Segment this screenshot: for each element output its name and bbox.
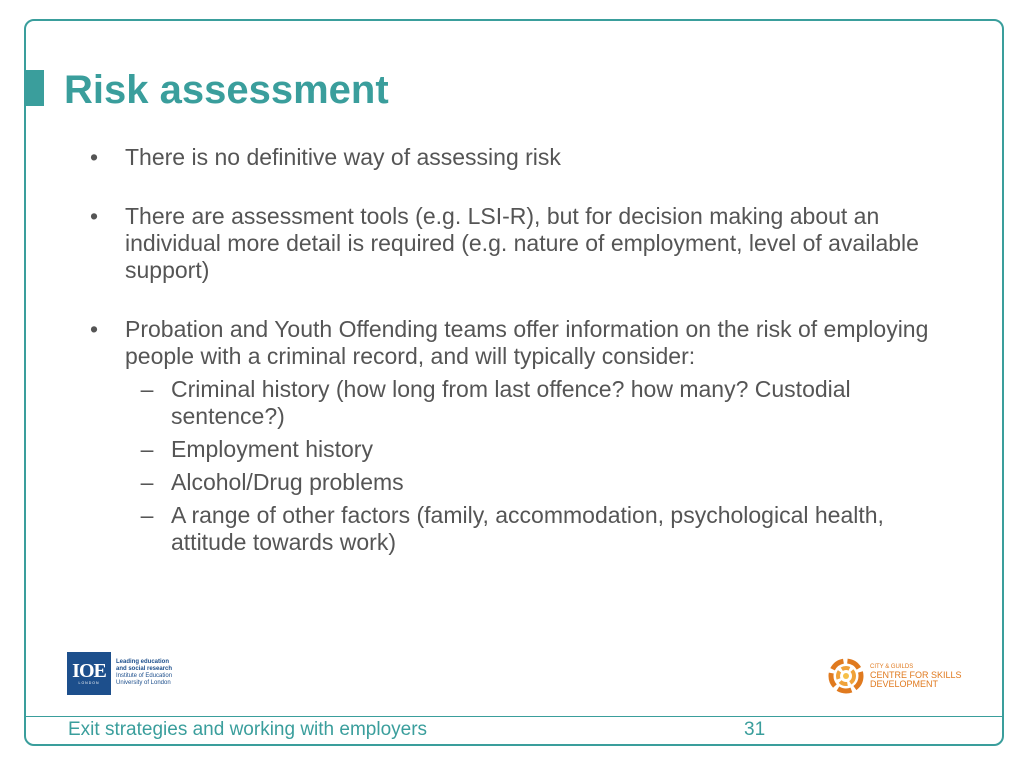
title-accent-bar — [24, 70, 44, 106]
footer-divider — [26, 716, 1002, 717]
sub-bullet-item — [84, 436, 954, 463]
bullet-item — [84, 316, 954, 370]
ioe-logo-mark — [67, 652, 111, 695]
ioe-mark-text: IOE — [72, 659, 106, 682]
footer-text: Exit strategies and working with employers — [68, 719, 428, 740]
page-number: 31 — [744, 719, 766, 740]
sub-bullet-text: Alcohol/Drug problems — [171, 469, 404, 495]
ioe-university: University of London — [116, 680, 171, 686]
ioe-tagline-2: and social research — [116, 666, 173, 672]
city-guilds-logo — [828, 656, 962, 696]
bullet-item — [84, 144, 954, 171]
sub-bullet-marker: – — [140, 469, 154, 495]
ioe-logo — [67, 651, 177, 695]
bullet-text: There are assessment tools (e.g. LSI-R), but for decision making about an individual more detail is required (e.g. nature of employment, level of available support) — [125, 203, 919, 283]
ioe-institution: Institute of Education — [116, 673, 173, 679]
city-guilds-development: DEVELOPMENT — [870, 678, 939, 689]
bullet-marker: • — [89, 144, 99, 170]
sub-bullet-text: Employment history — [171, 436, 373, 462]
sub-bullet-item — [84, 376, 954, 430]
sub-bullet-marker: – — [140, 436, 154, 462]
bullet-marker: • — [89, 203, 99, 229]
sub-bullet-text: Criminal history (how long from last offence? how many? Custodial sentence?) — [171, 376, 851, 429]
ioe-logo-text — [116, 659, 172, 687]
slide-title: Risk assessment — [64, 68, 389, 112]
ioe-mark-subtext: LONDON — [78, 680, 100, 685]
sub-bullet-item — [84, 469, 954, 496]
bullet-text: Probation and Youth Offending teams offer information on the risk of employing people with a criminal record, and will typically consider: — [125, 316, 929, 369]
sub-bullet-marker: – — [140, 376, 154, 402]
city-guilds-centre: CENTRE FOR SKILLS — [870, 669, 962, 680]
slide-content — [84, 144, 954, 556]
bullet-marker: • — [89, 316, 99, 342]
bullet-item — [84, 203, 954, 284]
sub-bullet-item — [84, 502, 954, 556]
city-guilds-swirl-icon — [828, 657, 864, 695]
sub-bullet-marker: – — [140, 502, 154, 528]
bullet-text: There is no definitive way of assessing risk — [125, 144, 561, 170]
city-guilds-text — [870, 664, 962, 689]
city-guilds-name: CITY & GUILDS — [870, 663, 914, 670]
sub-bullet-text: A range of other factors (family, accommodation, psychological health, attitude towards work) — [171, 502, 884, 555]
ioe-tagline-1: Leading education — [116, 659, 170, 665]
